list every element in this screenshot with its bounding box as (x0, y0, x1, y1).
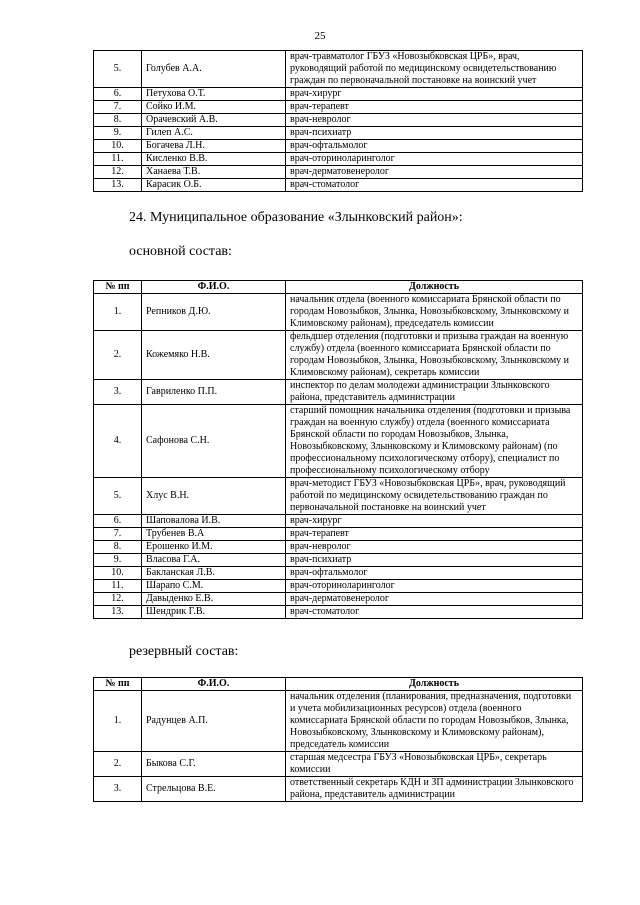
table-row (94, 567, 583, 580)
table-row (94, 752, 583, 777)
position-text: врач-терапевт (286, 528, 583, 541)
person-name: Кисленко В.В. (142, 153, 286, 166)
header-number: № пп (94, 678, 142, 691)
person-name: Трубенев В.А (142, 528, 286, 541)
table-row (94, 166, 583, 179)
person-name: Орачевский А.В. (142, 114, 286, 127)
person-name: Радунцев А.П. (142, 691, 286, 752)
table-reserve-composition (93, 677, 583, 802)
table-row (94, 153, 583, 166)
table-row (94, 541, 583, 554)
table-row (94, 528, 583, 541)
position-text: инспектор по делам молодежи администрации Злынковского района, представитель администрации (286, 380, 583, 405)
table-row (94, 114, 583, 127)
row-number: 6. (94, 515, 142, 528)
table-row (94, 331, 583, 380)
position-text: старшая медсестра ГБУЗ «Новозыбковская ЦРБ», секретарь комиссии (286, 752, 583, 777)
row-number: 11. (94, 153, 142, 166)
header-number: № пп (94, 281, 142, 294)
row-number: 1. (94, 691, 142, 752)
reserve-composition-label: резервный состав: (129, 644, 239, 659)
person-name: Кожемяко Н.В. (142, 331, 286, 380)
row-number: 3. (94, 380, 142, 405)
table-row (94, 580, 583, 593)
header-name: Ф.И.О. (142, 281, 286, 294)
person-name: Хлус В.Н. (142, 478, 286, 515)
table-row (94, 127, 583, 140)
person-name: Богачева Л.Н. (142, 140, 286, 153)
row-number: 8. (94, 541, 142, 554)
table-body-reserve (94, 691, 583, 802)
table-body-continued (94, 51, 583, 192)
table-row (94, 593, 583, 606)
row-number: 13. (94, 179, 142, 192)
person-name: Гавриленко П.П. (142, 380, 286, 405)
section-title: 24. Муниципальное образование «Злынковский район»: (129, 210, 463, 225)
table-row (94, 691, 583, 752)
person-name: Голубев А.А. (142, 51, 286, 88)
position-text: врач-дерматовенеролог (286, 166, 583, 179)
table-row (94, 380, 583, 405)
position-text: врач-дерматовенеролог (286, 593, 583, 606)
table-row (94, 51, 583, 88)
position-text: фельдшер отделения (подготовки и призыва граждан на военную службу) отдела (военного комиссариата Брянской области по городам Новозыбков, Злынка, Новозыбковскому, Злынковскому и Климовскому районам), секретарь комиссии (286, 331, 583, 380)
row-number: 6. (94, 88, 142, 101)
row-number: 5. (94, 51, 142, 88)
person-name: Быкова С.Г. (142, 752, 286, 777)
table-row (94, 777, 583, 802)
table-row (94, 405, 583, 478)
person-name: Шаповалова И.В. (142, 515, 286, 528)
person-name: Давыденко Е.В. (142, 593, 286, 606)
position-text: ответственный секретарь КДН и ЗП администрации Злынковского района, представитель администрации (286, 777, 583, 802)
table-main-composition (93, 280, 583, 619)
table-body-main (94, 294, 583, 619)
row-number: 9. (94, 554, 142, 567)
table-continued (93, 50, 583, 192)
person-name: Ерошенко И.М. (142, 541, 286, 554)
row-number: 12. (94, 166, 142, 179)
person-name: Шендрик Г.В. (142, 606, 286, 619)
row-number: 7. (94, 101, 142, 114)
header-name: Ф.И.О. (142, 678, 286, 691)
position-text: врач-терапевт (286, 101, 583, 114)
row-number: 13. (94, 606, 142, 619)
position-text: врач-офтальмолог (286, 140, 583, 153)
table-header-row (94, 281, 583, 294)
position-text: врач-хирург (286, 515, 583, 528)
person-name: Ханаева Т.В. (142, 166, 286, 179)
person-name: Гилеп А.С. (142, 127, 286, 140)
row-number: 10. (94, 140, 142, 153)
row-number: 7. (94, 528, 142, 541)
position-text: врач-стоматолог (286, 179, 583, 192)
position-text: врач-невролог (286, 114, 583, 127)
person-name: Репников Д.Ю. (142, 294, 286, 331)
row-number: 4. (94, 405, 142, 478)
position-text: врач-стоматолог (286, 606, 583, 619)
row-number: 2. (94, 752, 142, 777)
table-row (94, 294, 583, 331)
position-text: врач-психиатр (286, 554, 583, 567)
person-name: Петухова О.Т. (142, 88, 286, 101)
row-number: 1. (94, 294, 142, 331)
main-composition-label: основной состав: (129, 244, 232, 259)
position-text: начальник отдела (военного комиссариата Брянской области по городам Новозыбков, Злынка, Новозыбковскому, Злынковскому и Климовскому районам), председатель комиссии (286, 294, 583, 331)
table-row (94, 554, 583, 567)
position-text: врач-методист ГБУЗ «Новозыбковская ЦРБ», врач, руководящий работой по медицинскому освидетельствованию граждан по первоначальной постановке на воинский учет (286, 478, 583, 515)
person-name: Сафонова С.Н. (142, 405, 286, 478)
table-header-row (94, 678, 583, 691)
person-name: Стрельцова В.Е. (142, 777, 286, 802)
row-number: 8. (94, 114, 142, 127)
row-number: 12. (94, 593, 142, 606)
table-row (94, 88, 583, 101)
position-text: врач-оториноларинголог (286, 153, 583, 166)
table-row (94, 140, 583, 153)
position-text: врач-хирург (286, 88, 583, 101)
position-text: врач-травматолог ГБУЗ «Новозыбковская ЦРБ», врач, руководящий работой по медицинскому освидетельствованию граждан по первоначальной постановке на воинский учет (286, 51, 583, 88)
row-number: 10. (94, 567, 142, 580)
person-name: Власова Г.А. (142, 554, 286, 567)
position-text: старший помощник начальника отделения (подготовки и призыва граждан на военную службу) отдела (военного комиссариата Брянской области по городам Новозыбков, Злынка, Новозыбковскому, Злынковскому и Климовскому районам) (по профессиональному психологическому отбору), специалист по профессиональному психологическому отбору (286, 405, 583, 478)
person-name: Сойко И.М. (142, 101, 286, 114)
position-text: врач-офтальмолог (286, 567, 583, 580)
header-position: Должность (286, 678, 583, 691)
table-row (94, 179, 583, 192)
position-text: врач-психиатр (286, 127, 583, 140)
row-number: 9. (94, 127, 142, 140)
person-name: Карасик О.Б. (142, 179, 286, 192)
position-text: начальник отделения (планирования, предназначения, подготовки и учета мобилизационных ресурсов) отдела (военного комиссариата Брянской области по городам Новозыбков, Злынка, Новозыбковскому, Злынковскому и Климовскому районам), председатель комиссии (286, 691, 583, 752)
position-text: врач-невролог (286, 541, 583, 554)
row-number: 2. (94, 331, 142, 380)
table-row (94, 515, 583, 528)
header-position: Должность (286, 281, 583, 294)
person-name: Шарапо С.М. (142, 580, 286, 593)
position-text: врач-оториноларинголог (286, 580, 583, 593)
table-row (94, 606, 583, 619)
page-number: 25 (314, 30, 326, 42)
row-number: 3. (94, 777, 142, 802)
row-number: 11. (94, 580, 142, 593)
person-name: Бакланская Л.В. (142, 567, 286, 580)
row-number: 5. (94, 478, 142, 515)
table-row (94, 478, 583, 515)
table-row (94, 101, 583, 114)
